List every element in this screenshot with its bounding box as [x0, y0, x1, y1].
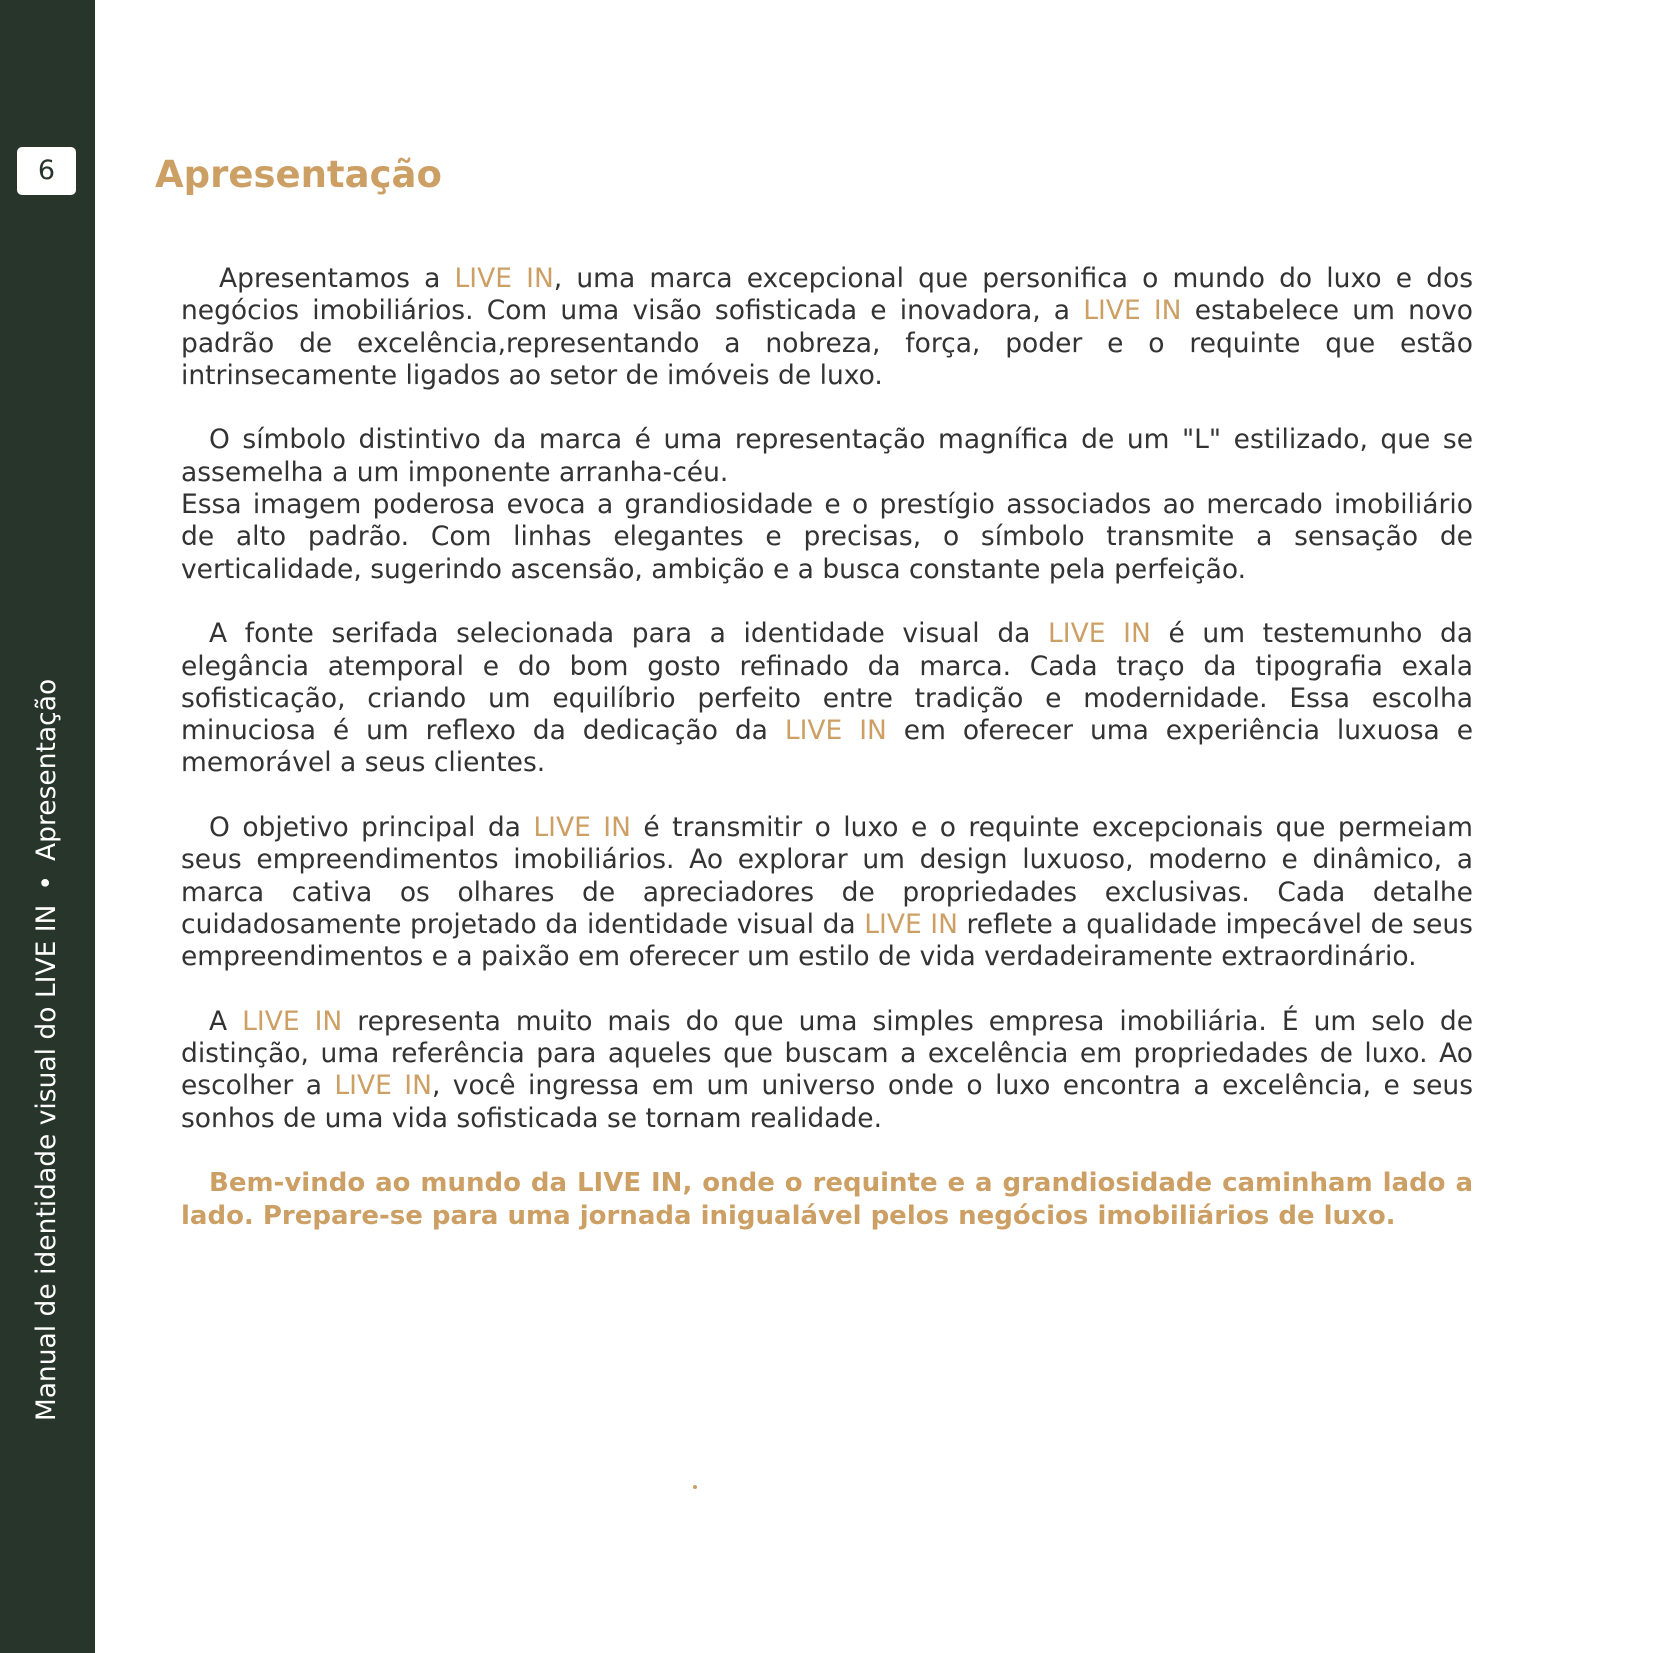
page-title: Apresentação — [155, 153, 442, 196]
paragraph-symbol: O símbolo distintivo da marca é uma representação magnífica de um "L" estilizado, que se assemelha a um imponente arranha-céu. — [181, 424, 1473, 488]
brand-name: LIVE IN — [1048, 618, 1151, 650]
closing-statement: Bem-vindo ao mundo da LIVE IN, onde o requinte e a grandiosidade caminham lado a lado. Prepare-se para uma jornada inigualável pelos negócios imobiliários de luxo. — [181, 1168, 1473, 1231]
sidebar-caption-separator: • — [31, 874, 62, 891]
page-number-badge: 6 — [17, 147, 76, 195]
paragraph-text: Apresentamos a — [219, 263, 455, 294]
paragraph-symbol-detail: Essa imagem poderosa evoca a grandiosidade e o prestígio associados ao mercado imobiliário de alto padrão. Com linhas elegantes e precisas, o símbolo transmite a sensação de verticalidade, sugerindo ascensão, ambição e a busca constante pela perfeição. — [181, 489, 1473, 585]
brand-name: LIVE IN — [784, 715, 887, 747]
paragraph-text: , você ingressa em um universo onde o luxo encontra a excelência, e seus sonhos de uma vida sofisticada se tornam realidade. — [181, 1070, 1473, 1134]
paragraph-text: em oferecer uma experiência luxuosa e memorável a seus clientes. — [181, 715, 1473, 779]
brand-name: LIVE IN — [334, 1070, 432, 1102]
paragraph-text: A fonte serifada selecionada para a identidade visual da — [209, 618, 1049, 650]
paragraph-text: A — [209, 1005, 243, 1037]
sidebar-caption-manual: Manual de identidade visual do LIVE IN — [31, 904, 62, 1422]
paragraph-distinction — [181, 1006, 1473, 1135]
paragraph-text: reflete a qualidade impecável de seus empreendimentos e a paixão em oferecer um estilo de vida verdadeiramente extraordinário. — [181, 908, 1473, 973]
brand-name: LIVE IN — [242, 1005, 343, 1037]
paragraph-text: estabelece um novo padrão de excelência,representando a nobreza, força, poder e o requinte que estão intrinsecamente ligados ao setor de imóveis de luxo. — [181, 295, 1473, 391]
brand-name: LIVE IN — [864, 908, 958, 940]
paragraph-text: O objetivo principal da — [209, 812, 534, 844]
sidebar-caption-section: Apresentação — [31, 678, 62, 861]
brand-name: LIVE IN — [1083, 295, 1182, 327]
brand-name: LIVE IN — [533, 812, 631, 844]
brand-name: LIVE IN — [454, 263, 554, 294]
paragraph-text: é um testemunho da elegância atemporal e do bom gosto refinado da marca. Cada traço da tipografia exala sofisticação, criando um equilíbrio perfeito entre tradição e modernidade. Essa escolha minuciosa é um reflexo da dedicação da — [181, 618, 1474, 747]
paragraph-objective — [181, 812, 1473, 973]
body-text — [181, 263, 1473, 1264]
sidebar-caption — [29, 670, 65, 1430]
paragraph-text: representa muito mais do que uma simples empresa imobiliária. É um selo de distinção, uma referência para aqueles que buscam a excelência em propriedades de luxo. Ao escolher a — [181, 1005, 1474, 1102]
sidebar — [0, 0, 95, 1653]
decorative-dot — [693, 1485, 697, 1489]
paragraph-text: é transmitir o luxo e o requinte excepcionais que permeiam seus empreendimentos imobiliários. Ao explorar um design luxuoso, moderno e dinâmico, a marca cativa os olhares de apreciadores de propriedades exclusivas. Cada detalhe cuidadosamente projetado da identidade visual da — [181, 812, 1473, 940]
paragraph-intro — [181, 263, 1473, 392]
paragraph-text: , uma marca excepcional que personifica o mundo do luxo e dos negócios imobiliários. Com uma visão sofisticada e inovadora, a — [181, 263, 1474, 327]
paragraph-typography — [181, 618, 1473, 779]
